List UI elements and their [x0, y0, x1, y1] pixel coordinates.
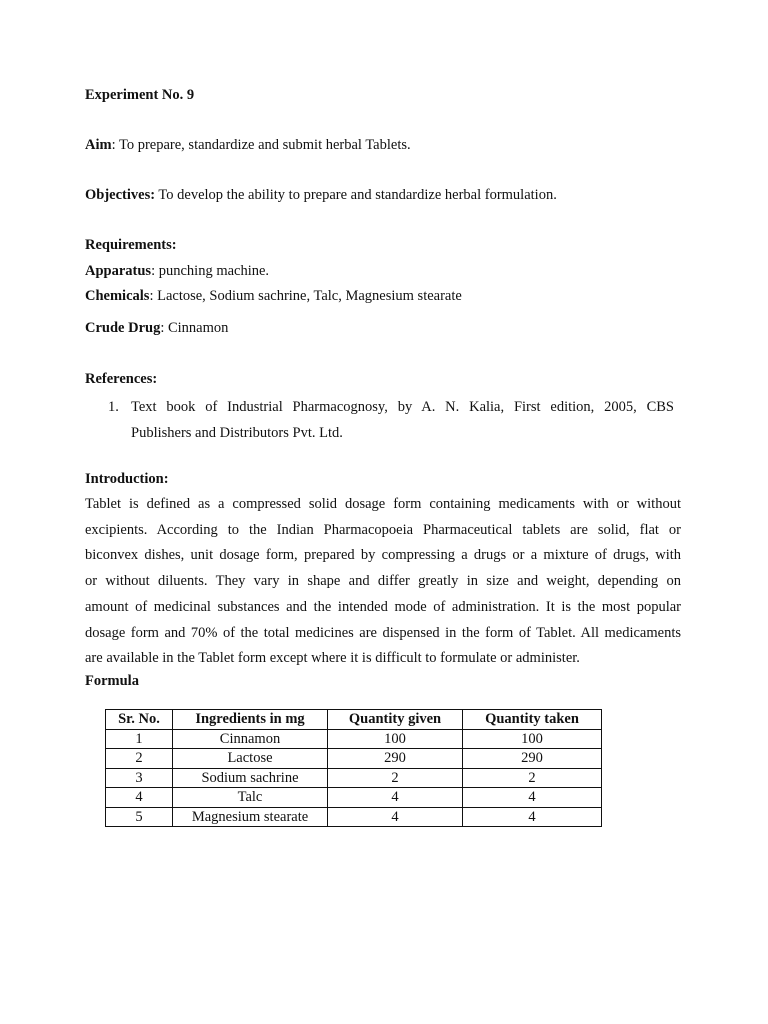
crude-drug-line [85, 319, 228, 337]
table-cell: 100 [463, 729, 602, 749]
aim-line [85, 136, 411, 154]
aim-text: : To prepare, standardize and submit herbal Tablets. [111, 137, 411, 153]
reference-line-2: Publishers and Distributors Pvt. Ltd. [131, 425, 343, 441]
table-cell: 2 [463, 768, 602, 788]
column-header: Ingredients in mg [173, 710, 328, 730]
aim-label: Aim [85, 137, 112, 153]
table-row [106, 807, 602, 827]
reference-number: 1. [108, 399, 119, 415]
intro-line: biconvex dishes, unit dosage form, prepared by compressing a drugs or a mixture of drugs, with [85, 547, 681, 564]
experiment-title: Experiment No. 9 [85, 87, 195, 103]
introduction-heading: Introduction: [85, 471, 169, 487]
table-row [106, 749, 602, 769]
table-cell: 4 [106, 788, 173, 808]
table-row [106, 788, 602, 808]
table-cell: 2 [328, 768, 463, 788]
table-cell: Lactose [173, 749, 328, 769]
apparatus-label: Apparatus [85, 263, 152, 279]
table-cell: 100 [328, 729, 463, 749]
chemicals-line [85, 287, 462, 305]
formula-table [105, 709, 602, 827]
table-cell: Talc [173, 788, 328, 808]
crude-drug-text: : Cinnamon [160, 320, 229, 336]
table-cell: 4 [463, 788, 602, 808]
table-cell: 2 [106, 749, 173, 769]
table-cell: 3 [106, 768, 173, 788]
table-cell: Sodium sachrine [173, 768, 328, 788]
intro-line: are available in the Tablet form except where it is difficult to formulate or administer. [85, 650, 580, 667]
column-header: Quantity taken [463, 710, 602, 730]
apparatus-text: : punching machine. [151, 263, 270, 279]
intro-line: excipients. According to the Indian Pharmacopoeia Pharmaceutical tablets are solid, flat or [85, 521, 681, 538]
column-header: Sr. No. [106, 710, 173, 730]
column-header: Quantity given [328, 710, 463, 730]
intro-line: dosage form and 70% of the total medicines are dispensed in the form of Tablet. All medicaments [85, 624, 681, 641]
table-cell: 4 [328, 788, 463, 808]
intro-line: amount of medicinal substances and the intended mode of administration. It is the most popular [85, 598, 681, 615]
objectives-text: To develop the ability to prepare and standardize herbal formulation. [155, 187, 557, 203]
table-row [106, 768, 602, 788]
references-heading: References: [85, 371, 158, 387]
formula-heading: Formula [85, 673, 139, 689]
table-cell: 5 [106, 807, 173, 827]
table-cell: 4 [463, 807, 602, 827]
apparatus-line [85, 262, 269, 280]
table-cell: 1 [106, 729, 173, 749]
intro-line: or without diluents. They vary in shape and differ greatly in size and weight, depending on [85, 573, 681, 590]
requirements-heading: Requirements: [85, 237, 177, 253]
table-header-row [106, 710, 602, 730]
intro-line: Tablet is defined as a compressed solid dosage form containing medicaments with or without [85, 496, 681, 512]
table-cell: 4 [328, 807, 463, 827]
table-row [106, 729, 602, 749]
objectives-label: Objectives: [85, 187, 156, 203]
introduction-paragraph [85, 492, 681, 672]
objectives-line [85, 186, 557, 204]
chemicals-label: Chemicals [85, 288, 150, 304]
table-cell: 290 [328, 749, 463, 769]
table-cell: 290 [463, 749, 602, 769]
table-cell: Magnesium stearate [173, 807, 328, 827]
reference-item [108, 394, 674, 446]
chemicals-text: : Lactose, Sodium sachrine, Talc, Magnesium stearate [149, 288, 462, 304]
reference-line-1: Text book of Industrial Pharmacognosy, by A. N. Kalia, First edition, 2005, CBS [131, 399, 674, 415]
crude-drug-label: Crude Drug [85, 320, 161, 336]
table-cell: Cinnamon [173, 729, 328, 749]
